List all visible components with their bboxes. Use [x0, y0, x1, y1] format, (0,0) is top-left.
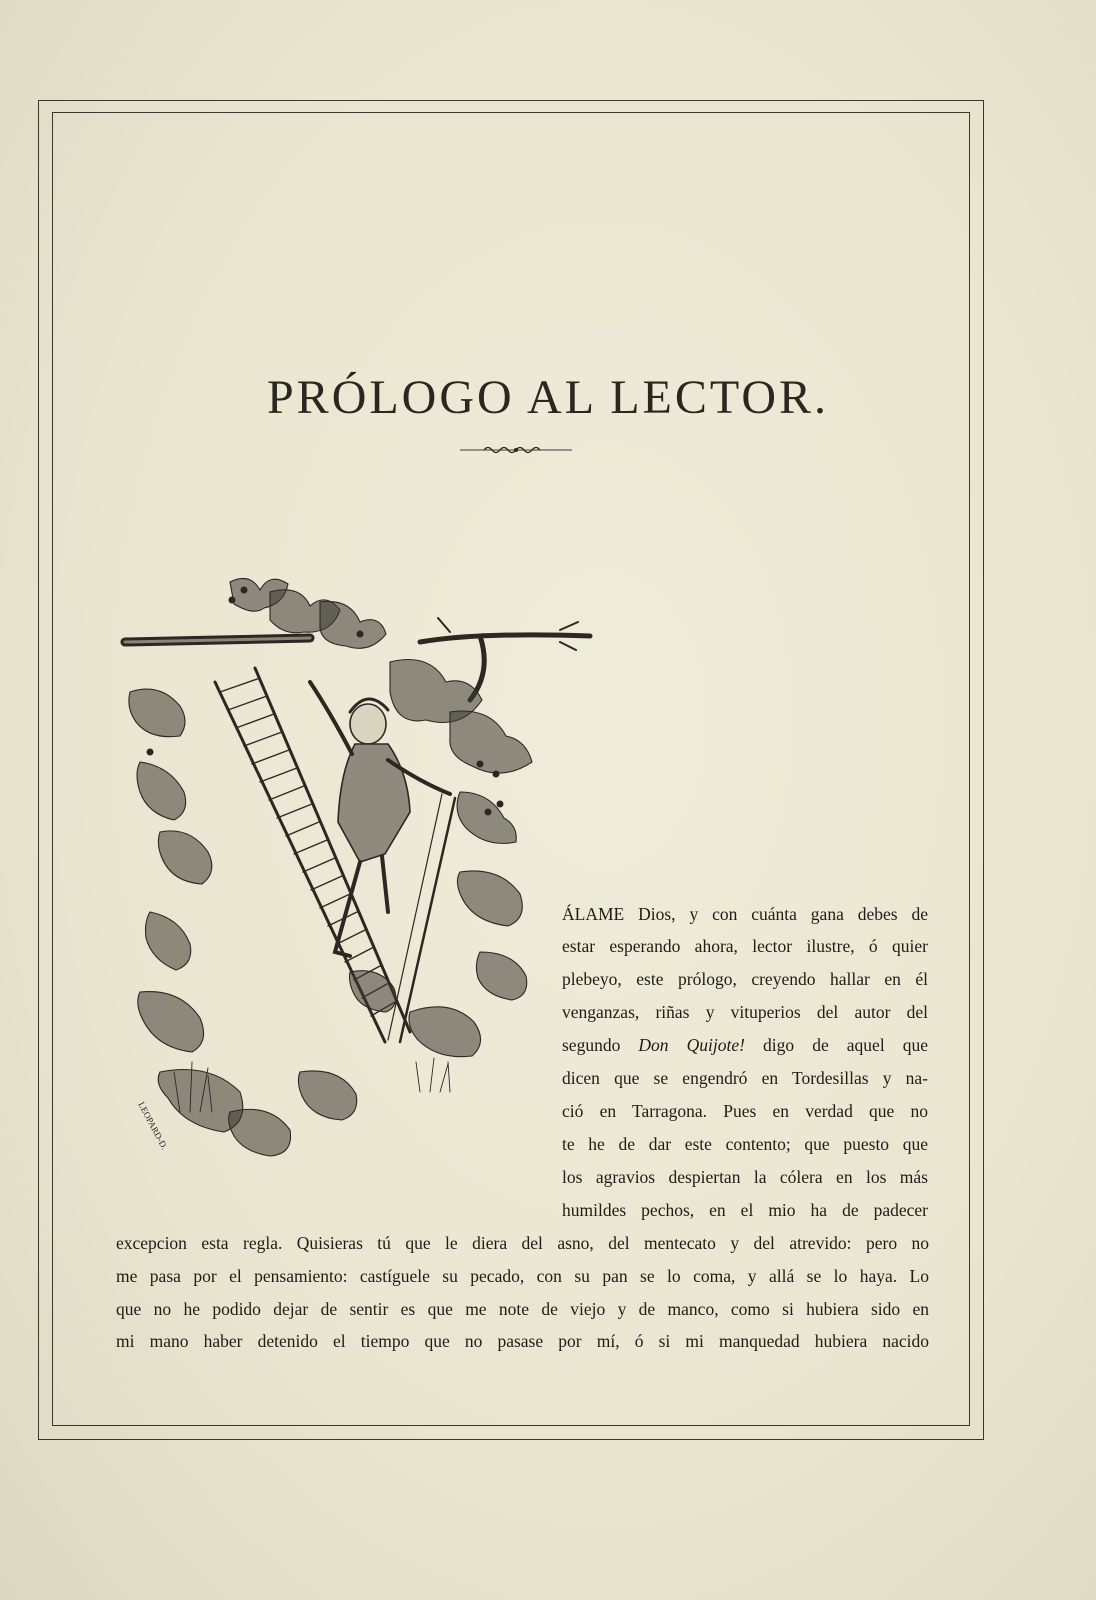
text-line-12: me pasa por el pensamiento: castíguele su pecado, con su pan se lo coma, y allá se lo haya. Lo [116, 1266, 929, 1286]
text-line-5-start: segundo [562, 1035, 621, 1055]
text-line-4: venganzas, riñas y vituperios del autor del [562, 1002, 928, 1022]
text-line-13: que no he podido dejar de sentir es que me note de viejo y de manco, como si hubiera sido en [116, 1299, 929, 1319]
initial-letter-v-illustration [120, 572, 600, 1192]
text-line-8: te he de dar este contento; que puesto que [562, 1134, 928, 1154]
book-title-don-quijote: Don Quijote! [638, 1035, 745, 1055]
page-title: PRÓLOGO AL LECTOR. [266, 371, 830, 425]
text-line-5 [562, 1035, 928, 1056]
text-line-11: excepcion esta regla. Quisieras tú que le diera del asno, del mentecato y del atrevido: pero no [116, 1233, 929, 1253]
text-line-7: ció en Tarragona. Pues en verdad que no [562, 1101, 928, 1121]
text-line-14: mi mano haber detenido el tiempo que no pasase por mí, ó si mi manquedad hubiera nacido [116, 1331, 929, 1351]
text-line-6: dicen que se engendró en Tordesillas y na- [562, 1068, 928, 1088]
ornament-divider [460, 442, 572, 458]
text-line-10: humildes pechos, en el mio ha de padecer [562, 1200, 928, 1220]
engraver-signature: LEOPARD-D. [136, 1100, 170, 1152]
text-line-5-end: digo de aquel que [763, 1035, 929, 1055]
text-line-2: estar esperando ahora, lector ilustre, ó quier [562, 936, 928, 956]
text-line-1: ÁLAME Dios, y con cuánta gana debes de [562, 904, 928, 924]
text-line-9: los agravios despiertan la cólera en los más [562, 1167, 928, 1187]
text-line-3: plebeyo, este prólogo, creyendo hallar en él [562, 969, 928, 989]
